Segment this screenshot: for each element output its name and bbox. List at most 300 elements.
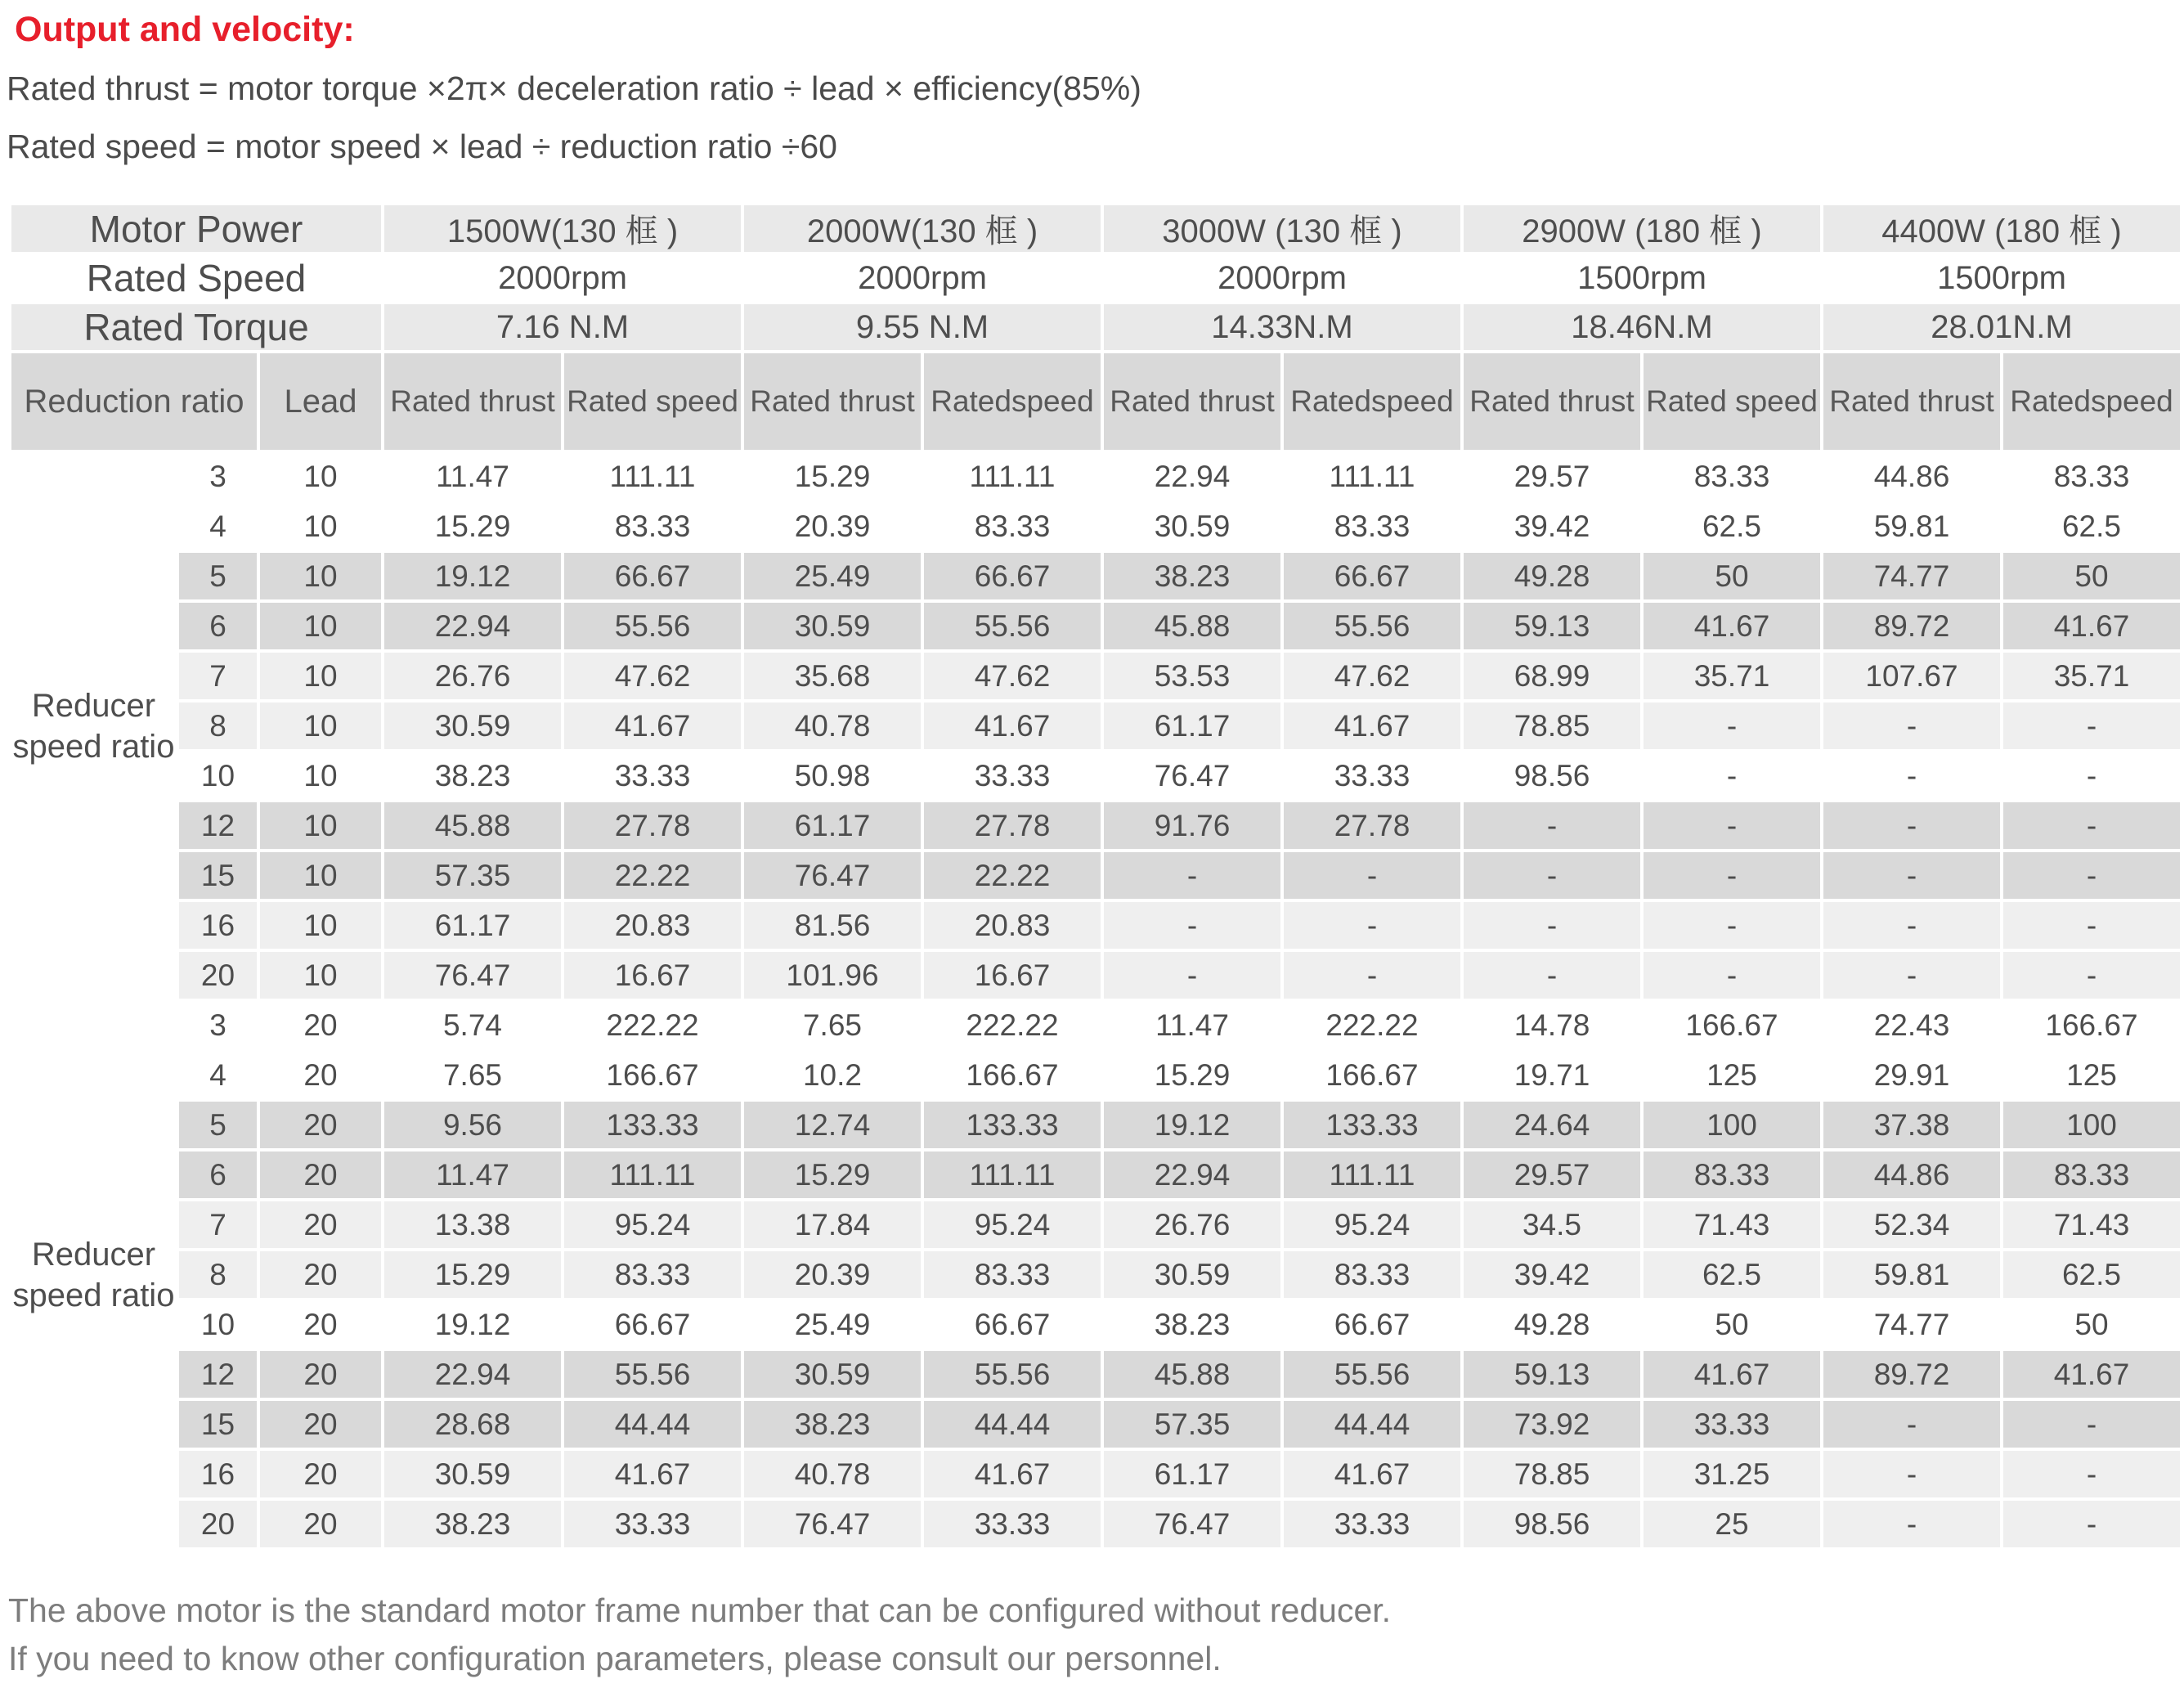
- value-cell: 41.67: [2002, 1349, 2182, 1399]
- value-cell: 35.68: [742, 651, 922, 701]
- value-cell: 40.78: [742, 701, 922, 751]
- value-cell: 20.83: [922, 900, 1102, 950]
- value-cell: 61.17: [1102, 1449, 1282, 1499]
- value-cell: 44.86: [1822, 451, 2002, 501]
- lead-cell: 20: [258, 1399, 383, 1449]
- table-row: [10, 1250, 2182, 1300]
- value-cell: 20.39: [742, 1250, 922, 1300]
- value-cell: -: [2002, 1499, 2182, 1549]
- value-cell: 62.5: [2002, 501, 2182, 551]
- value-cell: 83.33: [922, 1250, 1102, 1300]
- table-row: [10, 651, 2182, 701]
- value-cell: 125: [2002, 1050, 2182, 1100]
- thrust-header-3000: Rated thrust: [1102, 352, 1282, 451]
- value-cell: 76.47: [383, 950, 563, 1000]
- value-cell: -: [2002, 1399, 2182, 1449]
- value-cell: 89.72: [1822, 1349, 2002, 1399]
- motor-power-1500: 1500W(130 框 ): [383, 204, 742, 254]
- page-title: Output and velocity:: [15, 10, 355, 49]
- value-cell: 33.33: [563, 751, 742, 801]
- page: [0, 10, 2184, 1678]
- table-body: [10, 451, 2182, 1549]
- value-cell: 45.88: [1102, 601, 1282, 651]
- value-cell: 13.38: [383, 1200, 563, 1250]
- value-cell: 57.35: [1102, 1399, 1282, 1449]
- value-cell: 222.22: [922, 1000, 1102, 1050]
- value-cell: -: [2002, 851, 2182, 900]
- value-cell: -: [1642, 851, 1822, 900]
- value-cell: -: [1822, 1499, 2002, 1549]
- value-cell: 45.88: [383, 801, 563, 851]
- value-cell: 59.13: [1462, 1349, 1642, 1399]
- table-row: [10, 900, 2182, 950]
- value-cell: -: [1642, 950, 1822, 1000]
- value-cell: 30.59: [742, 601, 922, 651]
- value-cell: 29.91: [1822, 1050, 2002, 1100]
- value-cell: 111.11: [563, 451, 742, 501]
- value-cell: 41.67: [1282, 701, 1462, 751]
- value-cell: -: [1642, 801, 1822, 851]
- value-cell: 7.65: [383, 1050, 563, 1100]
- rated-torque-4400: 28.01N.M: [1822, 303, 2182, 352]
- footer-note-line-1: The above motor is the standard motor frame number that can be configured without reducer.: [8, 1591, 1392, 1629]
- value-cell: 22.22: [922, 851, 1102, 900]
- lead-cell: 10: [258, 551, 383, 601]
- rated-torque-row: [10, 303, 2182, 352]
- value-cell: 26.76: [1102, 1200, 1282, 1250]
- value-cell: 41.67: [1642, 601, 1822, 651]
- value-cell: 95.24: [922, 1200, 1102, 1250]
- value-cell: -: [1642, 701, 1822, 751]
- value-cell: 27.78: [922, 801, 1102, 851]
- value-cell: -: [1642, 900, 1822, 950]
- value-cell: 38.23: [383, 1499, 563, 1549]
- reduction-ratio-cell: 8: [177, 1250, 258, 1300]
- value-cell: 33.33: [1642, 1399, 1822, 1449]
- rated-torque-1500: 7.16 N.M: [383, 303, 742, 352]
- value-cell: 83.33: [563, 1250, 742, 1300]
- value-cell: 10.2: [742, 1050, 922, 1100]
- value-cell: 166.67: [922, 1050, 1102, 1100]
- value-cell: 133.33: [563, 1100, 742, 1150]
- lead-cell: 10: [258, 801, 383, 851]
- value-cell: 53.53: [1102, 651, 1282, 701]
- value-cell: 22.43: [1822, 1000, 2002, 1050]
- value-cell: 12.74: [742, 1100, 922, 1150]
- lead-cell: 20: [258, 1100, 383, 1150]
- value-cell: 83.33: [1282, 1250, 1462, 1300]
- value-cell: -: [1822, 701, 2002, 751]
- motor-spec-table: [8, 202, 2183, 1551]
- table-row: [10, 1200, 2182, 1250]
- value-cell: 15.29: [742, 1150, 922, 1200]
- value-cell: 91.76: [1102, 801, 1282, 851]
- value-cell: -: [2002, 1449, 2182, 1499]
- value-cell: 83.33: [2002, 1150, 2182, 1200]
- value-cell: 66.67: [1282, 1300, 1462, 1349]
- value-cell: 31.25: [1642, 1449, 1822, 1499]
- reduction-ratio-cell: 6: [177, 1150, 258, 1200]
- value-cell: -: [1462, 851, 1642, 900]
- value-cell: 33.33: [563, 1499, 742, 1549]
- value-cell: 28.68: [383, 1399, 563, 1449]
- value-cell: 30.59: [383, 701, 563, 751]
- value-cell: 33.33: [922, 751, 1102, 801]
- value-cell: 57.35: [383, 851, 563, 900]
- reduction-ratio-cell: 10: [177, 751, 258, 801]
- value-cell: 83.33: [1642, 1150, 1822, 1200]
- value-cell: 11.47: [1102, 1000, 1282, 1050]
- value-cell: 73.92: [1462, 1399, 1642, 1449]
- reduction-ratio-cell: 3: [177, 451, 258, 501]
- reduction-ratio-cell: 15: [177, 851, 258, 900]
- value-cell: 50: [1642, 551, 1822, 601]
- value-cell: 15.29: [383, 501, 563, 551]
- value-cell: 39.42: [1462, 501, 1642, 551]
- value-cell: 19.12: [383, 1300, 563, 1349]
- rated-speed-2900: 1500rpm: [1462, 254, 1822, 303]
- value-cell: 55.56: [1282, 601, 1462, 651]
- value-cell: -: [1462, 950, 1642, 1000]
- value-cell: 35.71: [2002, 651, 2182, 701]
- value-cell: 111.11: [563, 1150, 742, 1200]
- lead-cell: 10: [258, 701, 383, 751]
- rated-speed-row: [10, 254, 2182, 303]
- value-cell: 15.29: [742, 451, 922, 501]
- table-row: [10, 1150, 2182, 1200]
- value-cell: 9.56: [383, 1100, 563, 1150]
- value-cell: 14.78: [1462, 1000, 1642, 1050]
- value-cell: 27.78: [563, 801, 742, 851]
- value-cell: 34.5: [1462, 1200, 1642, 1250]
- table-row: [10, 501, 2182, 551]
- value-cell: 55.56: [563, 1349, 742, 1399]
- value-cell: -: [2002, 701, 2182, 751]
- value-cell: 166.67: [1642, 1000, 1822, 1050]
- value-cell: -: [1282, 950, 1462, 1000]
- value-cell: 41.67: [1282, 1449, 1462, 1499]
- value-cell: 50: [2002, 551, 2182, 601]
- value-cell: 38.23: [1102, 551, 1282, 601]
- value-cell: 100: [2002, 1100, 2182, 1150]
- value-cell: 111.11: [1282, 451, 1462, 501]
- value-cell: 98.56: [1462, 1499, 1642, 1549]
- value-cell: 111.11: [922, 451, 1102, 501]
- motor-power-2000: 2000W(130 框 ): [742, 204, 1102, 254]
- table-row: [10, 1100, 2182, 1150]
- value-cell: 107.67: [1822, 651, 2002, 701]
- value-cell: 66.67: [1282, 551, 1462, 601]
- value-cell: 78.85: [1462, 1449, 1642, 1499]
- value-cell: 35.71: [1642, 651, 1822, 701]
- table-row: [10, 451, 2182, 501]
- table-row: [10, 1000, 2182, 1050]
- value-cell: 25: [1642, 1499, 1822, 1549]
- value-cell: 15.29: [383, 1250, 563, 1300]
- value-cell: 47.62: [922, 651, 1102, 701]
- value-cell: 45.88: [1102, 1349, 1282, 1399]
- speed-header-1500: Rated speed: [563, 352, 742, 451]
- value-cell: 49.28: [1462, 1300, 1642, 1349]
- lead-cell: 10: [258, 451, 383, 501]
- value-cell: -: [1822, 1449, 2002, 1499]
- formula-rated-speed: Rated speed = motor speed × lead ÷ reduction ratio ÷60: [7, 128, 837, 165]
- thrust-header-2900: Rated thrust: [1462, 352, 1642, 451]
- lead-cell: 10: [258, 601, 383, 651]
- value-cell: 41.67: [922, 1449, 1102, 1499]
- reduction-ratio-cell: 10: [177, 1300, 258, 1349]
- value-cell: 22.94: [383, 601, 563, 651]
- lead-cell: 10: [258, 501, 383, 551]
- value-cell: 47.62: [563, 651, 742, 701]
- value-cell: 15.29: [1102, 1050, 1282, 1100]
- rated-speed-1500: 2000rpm: [383, 254, 742, 303]
- lead-header: Lead: [258, 352, 383, 451]
- value-cell: 37.38: [1822, 1100, 2002, 1150]
- value-cell: 74.77: [1822, 551, 2002, 601]
- value-cell: 66.67: [563, 551, 742, 601]
- value-cell: 22.94: [1102, 1150, 1282, 1200]
- value-cell: 133.33: [1282, 1100, 1462, 1150]
- value-cell: 26.76: [383, 651, 563, 701]
- value-cell: 44.86: [1822, 1150, 2002, 1200]
- reduction-ratio-header: Reduction ratio: [10, 352, 258, 451]
- value-cell: 76.47: [1102, 751, 1282, 801]
- section-row-label: Reducer speed ratio: [10, 451, 177, 1000]
- value-cell: 41.67: [922, 701, 1102, 751]
- value-cell: -: [2002, 801, 2182, 851]
- value-cell: 89.72: [1822, 601, 2002, 651]
- reduction-ratio-cell: 4: [177, 1050, 258, 1100]
- value-cell: 66.67: [922, 551, 1102, 601]
- rated-speed-3000: 2000rpm: [1102, 254, 1462, 303]
- value-cell: 61.17: [742, 801, 922, 851]
- section-row-label: Reducer speed ratio: [10, 1000, 177, 1549]
- value-cell: 33.33: [1282, 751, 1462, 801]
- rated-torque-label: Rated Torque: [10, 303, 383, 352]
- reduction-ratio-cell: 6: [177, 601, 258, 651]
- value-cell: 83.33: [1282, 501, 1462, 551]
- motor-power-row: [10, 204, 2182, 254]
- value-cell: 61.17: [383, 900, 563, 950]
- motor-power-4400: 4400W (180 框 ): [1822, 204, 2182, 254]
- table-row: [10, 1050, 2182, 1100]
- value-cell: -: [1282, 851, 1462, 900]
- value-cell: 25.49: [742, 551, 922, 601]
- speed-header-3000: Ratedspeed: [1282, 352, 1462, 451]
- value-cell: 30.59: [1102, 501, 1282, 551]
- value-cell: 44.44: [1282, 1399, 1462, 1449]
- thrust-header-1500: Rated thrust: [383, 352, 563, 451]
- reduction-ratio-cell: 8: [177, 701, 258, 751]
- value-cell: -: [1102, 900, 1282, 950]
- lead-cell: 20: [258, 1499, 383, 1549]
- speed-header-2900: Rated speed: [1642, 352, 1822, 451]
- reduction-ratio-cell: 5: [177, 551, 258, 601]
- reduction-ratio-cell: 7: [177, 651, 258, 701]
- value-cell: -: [1102, 851, 1282, 900]
- value-cell: 44.44: [563, 1399, 742, 1449]
- value-cell: 41.67: [563, 701, 742, 751]
- lead-cell: 20: [258, 1150, 383, 1200]
- value-cell: 66.67: [922, 1300, 1102, 1349]
- table-row: [10, 1399, 2182, 1449]
- value-cell: 44.44: [922, 1399, 1102, 1449]
- value-cell: 29.57: [1462, 1150, 1642, 1200]
- motor-power-3000: 3000W (130 框 ): [1102, 204, 1462, 254]
- value-cell: 66.67: [563, 1300, 742, 1349]
- value-cell: -: [1462, 900, 1642, 950]
- table-row: [10, 1449, 2182, 1499]
- table-row: [10, 551, 2182, 601]
- value-cell: 111.11: [1282, 1150, 1462, 1200]
- value-cell: 125: [1642, 1050, 1822, 1100]
- value-cell: 71.43: [1642, 1200, 1822, 1250]
- value-cell: 55.56: [922, 601, 1102, 651]
- speed-header-4400: Ratedspeed: [2002, 352, 2182, 451]
- table-head: [10, 204, 2182, 451]
- footer-note-line-2: If you need to know other configuration parameters, please consult our personnel.: [8, 1640, 1222, 1677]
- value-cell: 59.13: [1462, 601, 1642, 651]
- value-cell: 22.94: [1102, 451, 1282, 501]
- value-cell: 55.56: [922, 1349, 1102, 1399]
- lead-cell: 20: [258, 1449, 383, 1499]
- value-cell: 19.12: [1102, 1100, 1282, 1150]
- value-cell: 5.74: [383, 1000, 563, 1050]
- reduction-ratio-cell: 20: [177, 950, 258, 1000]
- value-cell: 29.57: [1462, 451, 1642, 501]
- lead-cell: 20: [258, 1050, 383, 1100]
- value-cell: 50: [2002, 1300, 2182, 1349]
- value-cell: 166.67: [2002, 1000, 2182, 1050]
- value-cell: 166.67: [563, 1050, 742, 1100]
- value-cell: 16.67: [922, 950, 1102, 1000]
- table-row: [10, 1499, 2182, 1549]
- value-cell: 111.11: [922, 1150, 1102, 1200]
- value-cell: 55.56: [1282, 1349, 1462, 1399]
- value-cell: 62.5: [1642, 1250, 1822, 1300]
- lead-cell: 10: [258, 900, 383, 950]
- value-cell: 30.59: [1102, 1250, 1282, 1300]
- rated-speed-4400: 1500rpm: [1822, 254, 2182, 303]
- reduction-ratio-cell: 12: [177, 801, 258, 851]
- value-cell: -: [1822, 900, 2002, 950]
- reduction-ratio-cell: 15: [177, 1399, 258, 1449]
- value-cell: 83.33: [2002, 451, 2182, 501]
- value-cell: 30.59: [742, 1349, 922, 1399]
- value-cell: -: [1102, 950, 1282, 1000]
- value-cell: 74.77: [1822, 1300, 2002, 1349]
- thrust-header-2000: Rated thrust: [742, 352, 922, 451]
- motor-power-label: Motor Power: [10, 204, 383, 254]
- motor-power-2900: 2900W (180 框 ): [1462, 204, 1822, 254]
- value-cell: 19.71: [1462, 1050, 1642, 1100]
- rated-torque-2900: 18.46N.M: [1462, 303, 1822, 352]
- value-cell: 19.12: [383, 551, 563, 601]
- value-cell: 25.49: [742, 1300, 922, 1349]
- value-cell: 41.67: [563, 1449, 742, 1499]
- lead-cell: 10: [258, 950, 383, 1000]
- value-cell: 98.56: [1462, 751, 1642, 801]
- value-cell: -: [1642, 751, 1822, 801]
- value-cell: 100: [1642, 1100, 1822, 1150]
- value-cell: -: [1822, 1399, 2002, 1449]
- value-cell: 59.81: [1822, 1250, 2002, 1300]
- reduction-ratio-cell: 4: [177, 501, 258, 551]
- value-cell: 41.67: [1642, 1349, 1822, 1399]
- value-cell: 38.23: [742, 1399, 922, 1449]
- value-cell: -: [2002, 900, 2182, 950]
- value-cell: 16.67: [563, 950, 742, 1000]
- value-cell: 30.59: [383, 1449, 563, 1499]
- value-cell: 222.22: [1282, 1000, 1462, 1050]
- value-cell: -: [1822, 801, 2002, 851]
- lead-cell: 20: [258, 1349, 383, 1399]
- reduction-ratio-cell: 20: [177, 1499, 258, 1549]
- value-cell: 55.56: [563, 601, 742, 651]
- value-cell: 38.23: [1102, 1300, 1282, 1349]
- value-cell: 62.5: [2002, 1250, 2182, 1300]
- value-cell: 20.83: [563, 900, 742, 950]
- value-cell: 38.23: [383, 751, 563, 801]
- value-cell: 68.99: [1462, 651, 1642, 701]
- value-cell: 61.17: [1102, 701, 1282, 751]
- value-cell: 76.47: [742, 1499, 922, 1549]
- value-cell: 33.33: [922, 1499, 1102, 1549]
- value-cell: 49.28: [1462, 551, 1642, 601]
- value-cell: 50.98: [742, 751, 922, 801]
- value-cell: 52.34: [1822, 1200, 2002, 1250]
- value-cell: 83.33: [1642, 451, 1822, 501]
- rated-torque-3000: 14.33N.M: [1102, 303, 1462, 352]
- value-cell: 76.47: [1102, 1499, 1282, 1549]
- value-cell: 83.33: [922, 501, 1102, 551]
- table-row: [10, 701, 2182, 751]
- value-cell: 95.24: [1282, 1200, 1462, 1250]
- reduction-ratio-cell: 16: [177, 1449, 258, 1499]
- reduction-ratio-cell: 5: [177, 1100, 258, 1150]
- value-cell: -: [1822, 851, 2002, 900]
- value-cell: 17.84: [742, 1200, 922, 1250]
- value-cell: -: [2002, 751, 2182, 801]
- value-cell: 95.24: [563, 1200, 742, 1250]
- value-cell: 166.67: [1282, 1050, 1462, 1100]
- rated-torque-2000: 9.55 N.M: [742, 303, 1102, 352]
- table-row: [10, 1300, 2182, 1349]
- value-cell: 101.96: [742, 950, 922, 1000]
- value-cell: 22.94: [383, 1349, 563, 1399]
- formula-rated-thrust: Rated thrust = motor torque ×2π× deceleration ratio ÷ lead × efficiency(85%): [7, 70, 1141, 107]
- value-cell: 78.85: [1462, 701, 1642, 751]
- lead-cell: 10: [258, 651, 383, 701]
- reduction-ratio-cell: 12: [177, 1349, 258, 1399]
- rated-speed-label: Rated Speed: [10, 254, 383, 303]
- lead-cell: 10: [258, 751, 383, 801]
- lead-cell: 10: [258, 851, 383, 900]
- lead-cell: 20: [258, 1250, 383, 1300]
- value-cell: 133.33: [922, 1100, 1102, 1150]
- value-cell: 7.65: [742, 1000, 922, 1050]
- value-cell: -: [1462, 801, 1642, 851]
- value-cell: 71.43: [2002, 1200, 2182, 1250]
- value-cell: 27.78: [1282, 801, 1462, 851]
- rated-speed-2000: 2000rpm: [742, 254, 1102, 303]
- table-row: [10, 950, 2182, 1000]
- table-row: [10, 851, 2182, 900]
- value-cell: 39.42: [1462, 1250, 1642, 1300]
- reduction-ratio-cell: 3: [177, 1000, 258, 1050]
- value-cell: 40.78: [742, 1449, 922, 1499]
